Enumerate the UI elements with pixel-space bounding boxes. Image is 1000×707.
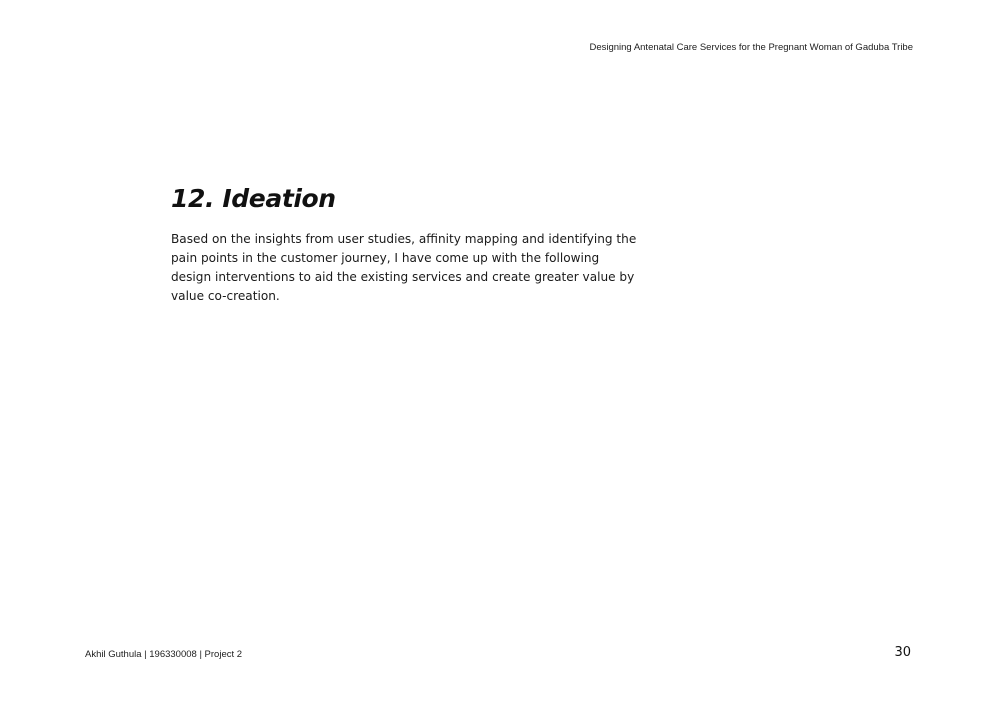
body-line: design interventions to aid the existing services and create greater value by <box>171 270 635 284</box>
body-line: value co-creation. <box>171 289 280 303</box>
body-line: pain points in the customer journey, I have come up with the following <box>171 251 600 265</box>
page-number: 30 <box>894 645 911 660</box>
body-paragraph <box>171 230 637 306</box>
running-header: Designing Antenatal Care Services for the Pregnant Woman of Gaduba Tribe <box>589 42 913 53</box>
section-title: 12. Ideation <box>171 184 336 213</box>
body-line: Based on the insights from user studies, affinity mapping and identifying the <box>171 232 637 246</box>
footer-credit: Akhil Guthula | 196330008 | Project 2 <box>85 649 243 660</box>
